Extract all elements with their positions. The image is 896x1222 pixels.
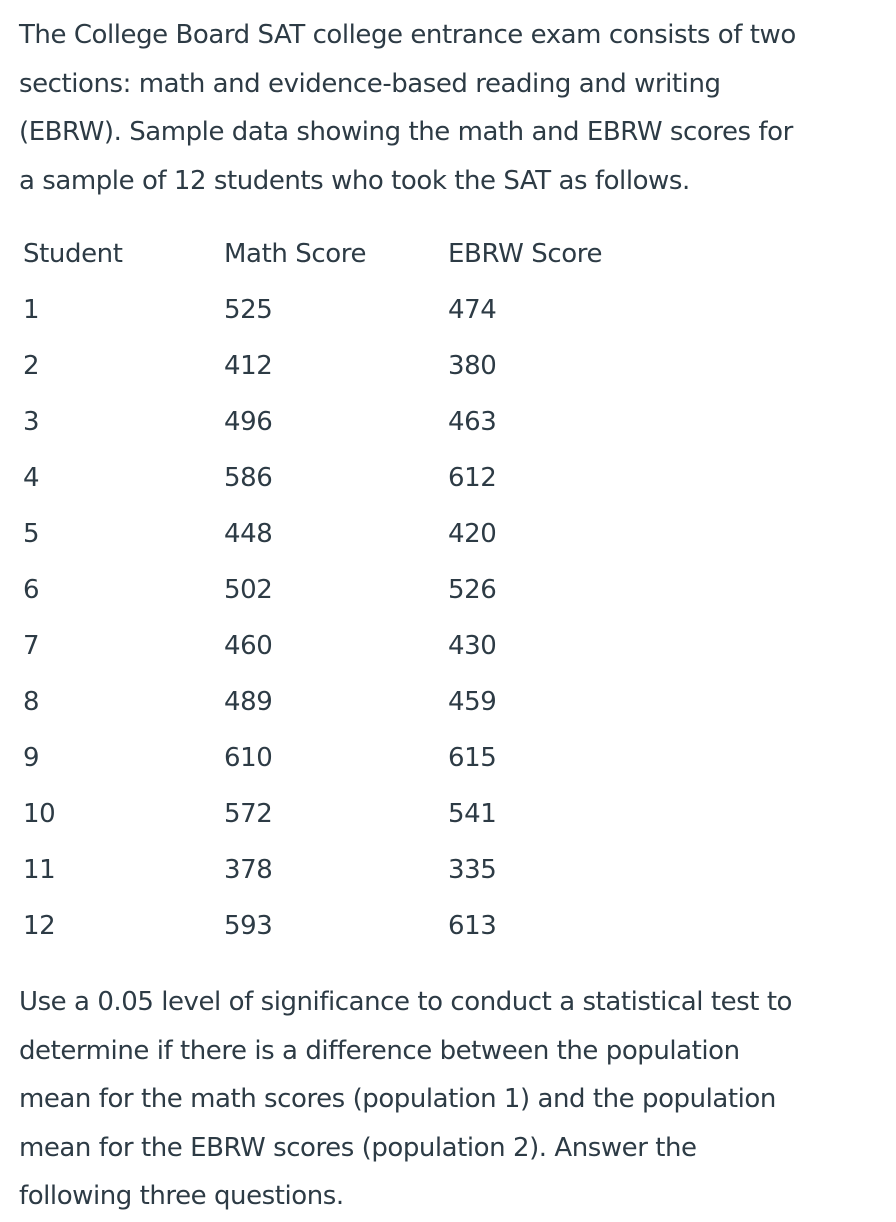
- math-score-cell: 460: [224, 631, 273, 661]
- question-line: determine if there is a difference between the population: [19, 1035, 740, 1066]
- student-cell: 2: [23, 351, 40, 381]
- ebrw-score-cell: 615: [448, 743, 497, 773]
- math-score-cell: 496: [224, 407, 273, 437]
- header-student: Student: [23, 239, 123, 269]
- intro-line: a sample of 12 students who took the SAT as follows.: [19, 165, 690, 196]
- ebrw-score-cell: 541: [448, 799, 497, 829]
- student-cell: 9: [23, 743, 40, 773]
- question-line: mean for the EBRW scores (population 2). Answer the: [19, 1132, 697, 1163]
- ebrw-score-cell: 380: [448, 351, 497, 381]
- math-score-cell: 610: [224, 743, 273, 773]
- math-score-cell: 586: [224, 463, 273, 493]
- math-score-cell: 489: [224, 687, 273, 717]
- question-line: following three questions.: [19, 1181, 344, 1211]
- math-score-cell: 525: [224, 295, 273, 325]
- intro-paragraph: [19, 11, 889, 205]
- math-score-cell: 448: [224, 519, 273, 549]
- ebrw-score-cell: 613: [448, 911, 497, 941]
- header-ebrw-score: EBRW Score: [448, 239, 603, 269]
- student-cell: 10: [23, 799, 56, 829]
- ebrw-score-cell: 612: [448, 463, 497, 493]
- intro-line: (EBRW). Sample data showing the math and EBRW scores for: [19, 117, 793, 147]
- header-math-score: Math Score: [224, 239, 367, 269]
- math-score-cell: 593: [224, 911, 273, 941]
- ebrw-score-cell: 474: [448, 295, 497, 325]
- question-line: Use a 0.05 level of significance to conduct a statistical test to: [19, 987, 793, 1017]
- student-cell: 7: [23, 631, 40, 661]
- student-cell: 1: [23, 295, 40, 325]
- student-cell: 6: [23, 575, 40, 605]
- ebrw-score-cell: 526: [448, 575, 497, 605]
- student-cell: 3: [23, 407, 40, 437]
- student-cell: 8: [23, 687, 40, 717]
- ebrw-score-cell: 459: [448, 687, 497, 717]
- intro-line: The College Board SAT college entrance exam consists of two: [19, 20, 796, 50]
- student-cell: 5: [23, 519, 40, 549]
- question-line: mean for the math scores (population 1) and the population: [19, 1084, 776, 1114]
- math-score-cell: 502: [224, 575, 273, 605]
- ebrw-score-cell: 335: [448, 855, 497, 885]
- ebrw-score-cell: 420: [448, 519, 497, 549]
- math-score-cell: 572: [224, 799, 273, 829]
- question-paragraph: [19, 978, 889, 1221]
- student-cell: 11: [23, 855, 56, 885]
- student-cell: 12: [23, 911, 56, 941]
- math-score-cell: 378: [224, 855, 273, 885]
- student-cell: 4: [23, 463, 40, 493]
- intro-line: sections: math and evidence-based reading and writing: [19, 68, 721, 99]
- math-score-cell: 412: [224, 351, 273, 381]
- ebrw-score-cell: 463: [448, 407, 497, 437]
- ebrw-score-cell: 430: [448, 631, 497, 661]
